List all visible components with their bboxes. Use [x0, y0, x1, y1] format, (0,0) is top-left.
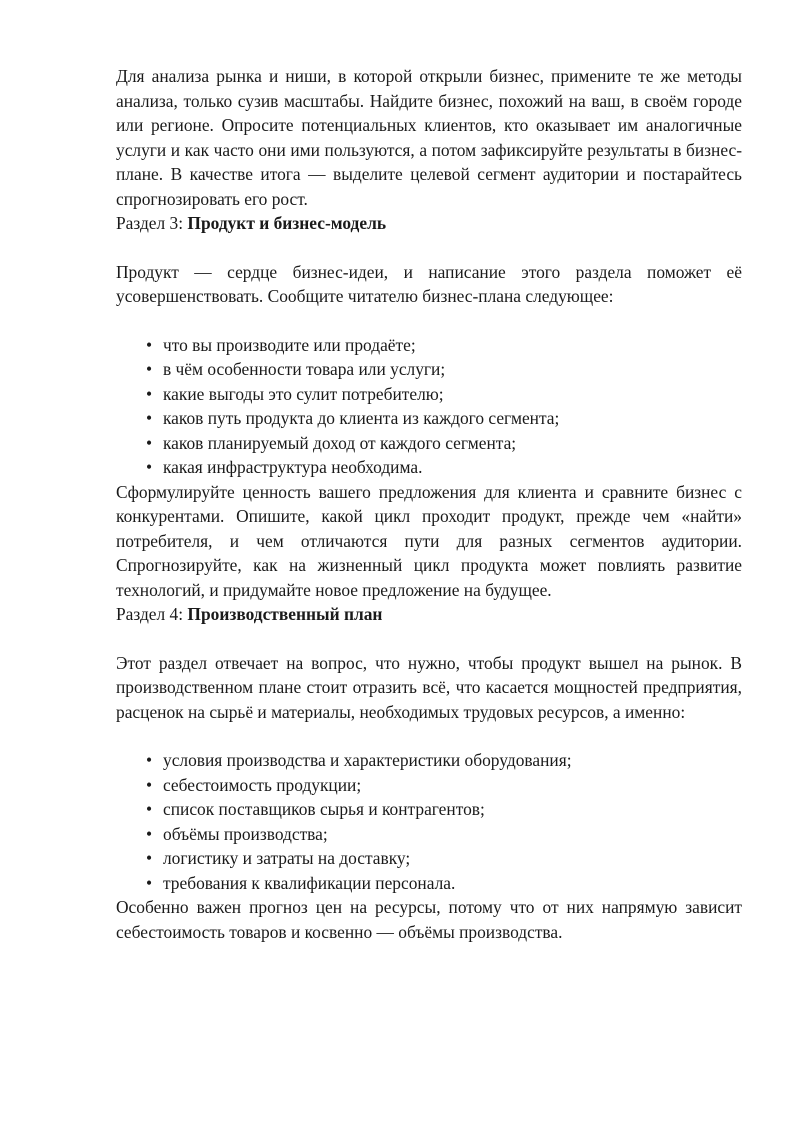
bullet-icon: •	[146, 432, 153, 453]
section-3-list	[116, 333, 742, 480]
list-item	[116, 797, 742, 822]
list-item	[116, 431, 742, 456]
bullet-icon: •	[146, 408, 153, 428]
list-item	[116, 748, 742, 773]
list-item-text: какая инфраструктура необходима.	[163, 457, 423, 477]
list-item	[116, 333, 742, 358]
section-4-closing: Особенно важен прогноз цен на ресурсы, потому что от них напрямую зависит себестоимость товаров и косвенно — объёмы производства.	[116, 897, 742, 942]
list-item-text: логистику и затраты на доставку;	[163, 848, 411, 868]
intro-paragraph: Для анализа рынка и ниши, в которой открыли бизнес, примените те же методы анализа, только сузив масштабы. Найдите бизнес, похожий на ваш, в своём городе или регионе. Опросите потенциальных клиентов, кто оказывает им аналогичные услуги и как часто они ими пользуются, а потом зафиксируйте результаты в бизнес-плане. В качестве итога — выделите целевой сегмент аудитории и постарайтесь спрогнозировать его рост.	[116, 66, 742, 209]
list-item-text: что вы производите или продаёте;	[163, 334, 416, 355]
section-3-prefix: Раздел 3:	[116, 213, 188, 233]
list-item-text: какие выгоды это сулит потребителю;	[163, 383, 444, 404]
section-4-title: Производственный план	[187, 604, 383, 624]
bullet-icon: •	[146, 457, 153, 477]
list-item	[116, 846, 742, 871]
bullet-icon: •	[146, 799, 153, 819]
list-item	[116, 406, 742, 431]
section-4-prefix: Раздел 4:	[116, 604, 188, 624]
section-4-lead: Этот раздел отвечает на вопрос, что нужно, чтобы продукт вышел на рынок. В производственном плане стоит отразить всё, что касается мощностей предприятия, расценок на сырьё и материалы, необходимых трудовых ресурсов, а именно:	[116, 652, 742, 722]
list-item-text: условия производства и характеристики оборудования;	[163, 750, 572, 770]
list-item-text: каков путь продукта до клиента из каждого сегмента;	[163, 408, 560, 428]
list-item-text: объёмы производства;	[163, 823, 328, 844]
document-page	[116, 64, 742, 944]
bullet-icon: •	[146, 383, 153, 404]
list-item	[116, 773, 742, 798]
bullet-icon: •	[146, 750, 153, 770]
bullet-icon: •	[146, 823, 153, 844]
section-3-closing: Сформулируйте ценность вашего предложения для клиента и сравните бизнес с конкурентами. Опишите, какой цикл проходит продукт, прежде чем «найти» потребителя, и чем отличаются пути для разных сегментов аудитории. Спрогнозируйте, как на жизненный цикл продукта может повлиять развитие технологий, и придумайте новое предложение на будущее.	[116, 481, 742, 600]
list-item	[116, 822, 742, 847]
list-item	[116, 357, 742, 382]
section-3-lead: Продукт — сердце бизнес-идеи, и написание этого раздела поможет её усовершенствовать. Сообщите читателю бизнес-плана следующее:	[116, 261, 742, 306]
bullet-icon: •	[146, 359, 153, 379]
section-3-title: Продукт и бизнес-модель	[187, 213, 387, 233]
list-item-text: требования к квалификации персонала.	[163, 872, 456, 893]
list-item-text: себестоимость продукции;	[163, 774, 362, 795]
list-item-text: в чём особенности товара или услуги;	[163, 359, 446, 379]
bullet-icon: •	[146, 848, 153, 868]
list-item	[116, 455, 742, 480]
bullet-icon: •	[146, 334, 153, 355]
list-item-text: каков планируемый доход от каждого сегмента;	[163, 432, 517, 453]
section-4-heading	[116, 602, 742, 627]
bullet-icon: •	[146, 774, 153, 795]
list-item-text: список поставщиков сырья и контрагентов;	[163, 799, 485, 819]
bullet-icon: •	[146, 872, 153, 893]
list-item	[116, 382, 742, 407]
section-4-list	[116, 748, 742, 895]
list-item	[116, 871, 742, 896]
section-3-heading	[116, 211, 742, 236]
